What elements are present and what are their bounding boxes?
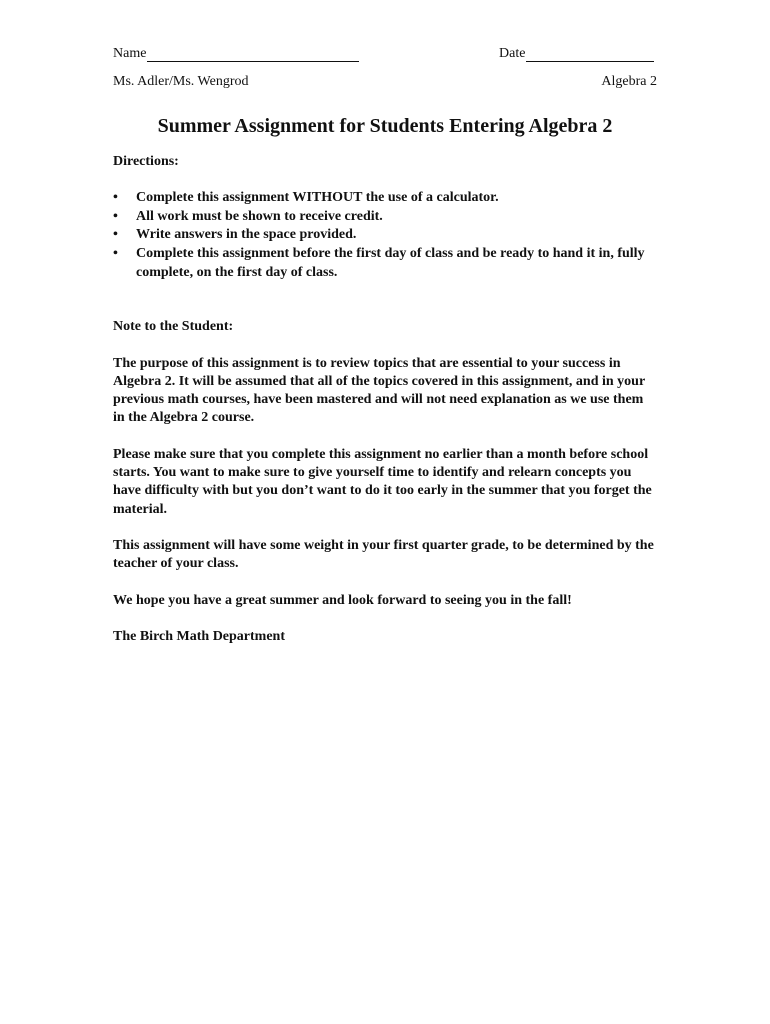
note-paragraph-grading: This assignment will have some weight in your first quarter grade, to be determined by the teacher of your class. bbox=[113, 537, 654, 572]
list-item bbox=[113, 245, 657, 282]
name-date-row bbox=[113, 46, 657, 66]
note-paragraph-purpose: The purpose of this assignment is to review topics that are essential to your success in Algebra 2. It will be assumed that all of the topics covered in this assignment, and in your previous math courses, have been mastered and will not need explanation as we use them in the Algebra 2 course. bbox=[113, 355, 645, 426]
teacher-course-row bbox=[113, 74, 657, 94]
course-name: Algebra 2 bbox=[601, 74, 657, 89]
note-paragraph-farewell: We hope you have a great summer and look forward to seeing you in the fall! bbox=[113, 592, 572, 608]
bullet-icon: • bbox=[113, 246, 118, 262]
directions-label: Directions: bbox=[113, 154, 179, 169]
name-field[interactable] bbox=[113, 46, 359, 62]
note-label: Note to the Student: bbox=[113, 319, 234, 335]
list-item bbox=[113, 226, 657, 245]
direction-text: All work must be shown to receive credit. bbox=[136, 208, 383, 224]
name-label: Name bbox=[113, 46, 147, 61]
date-blank-line[interactable] bbox=[526, 47, 654, 62]
date-field[interactable] bbox=[499, 46, 654, 62]
teacher-names: Ms. Adler/Ms. Wengrod bbox=[113, 74, 249, 89]
direction-text: Complete this assignment before the first day of class and be ready to hand it in, fully complete, on the first day of class. bbox=[136, 246, 645, 280]
bullet-icon: • bbox=[113, 227, 118, 243]
bullet-icon: • bbox=[113, 208, 118, 224]
directions-list bbox=[113, 189, 657, 282]
signature: The Birch Math Department bbox=[113, 628, 285, 644]
direction-text: Write answers in the space provided. bbox=[136, 227, 357, 243]
document-page bbox=[113, 46, 657, 646]
note-paragraph-timing: Please make sure that you complete this assignment no earlier than a month before school starts. You want to make sure to give yourself time to identify and relearn concepts you have difficulty with but you don’t want to do it too early in the summer that you forget the material. bbox=[113, 446, 652, 517]
list-item bbox=[113, 189, 657, 208]
page-title: Summer Assignment for Students Entering Algebra 2 bbox=[157, 115, 613, 137]
list-item bbox=[113, 208, 657, 227]
date-label: Date bbox=[499, 46, 526, 61]
name-blank-line[interactable] bbox=[147, 47, 359, 62]
bullet-icon: • bbox=[113, 190, 118, 206]
direction-text: Complete this assignment WITHOUT the use of a calculator. bbox=[136, 190, 499, 206]
